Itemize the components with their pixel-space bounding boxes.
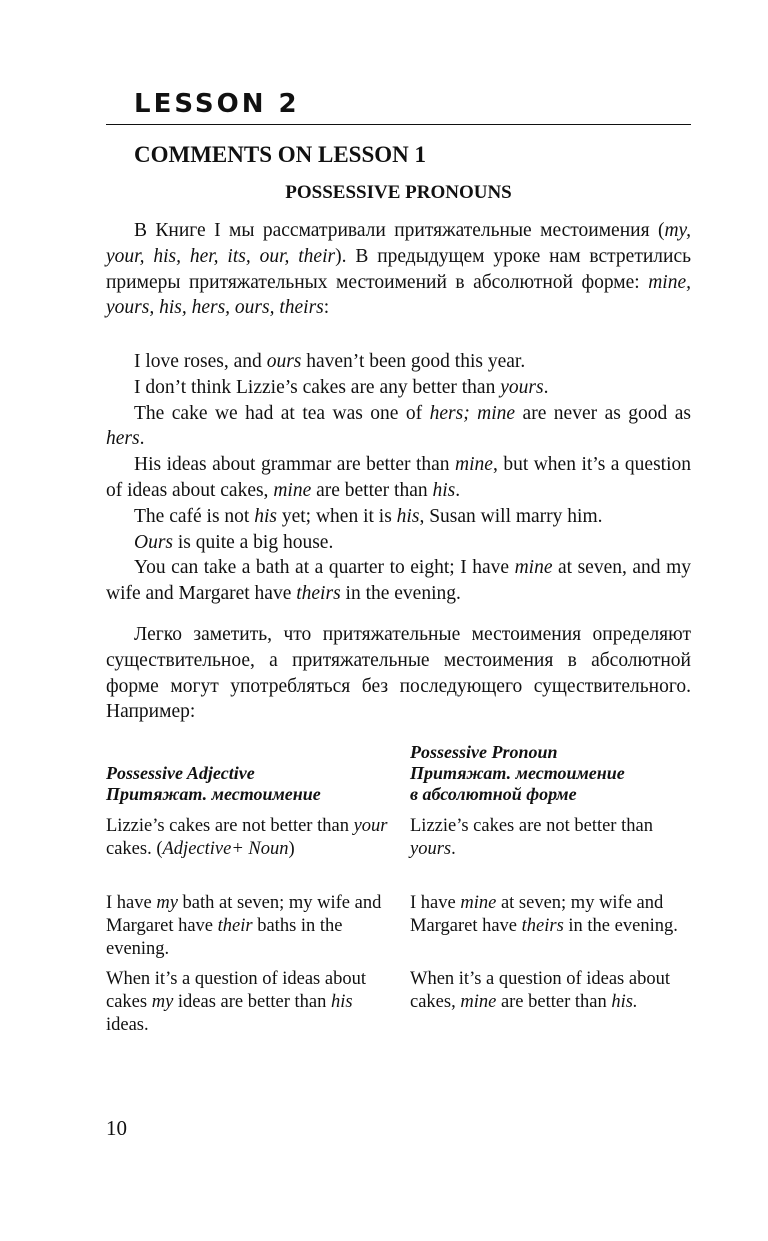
example-sentence: You can take a bath at a quarter to eight; I have mine at seven, and my wife and Margaret have theirs in the evening. xyxy=(106,557,692,605)
table-cell-left: Lizzie’s cakes are not better than your cakes. (Adjective+ Noun) xyxy=(106,816,388,859)
header-rule xyxy=(106,124,691,125)
example-sentence: His ideas about grammar are better than mine, but when it’s a question of ideas about cakes, mine are better than his. xyxy=(106,454,691,501)
example-sentence: The cake we had at tea was one of hers; mine are never as good as hers. xyxy=(106,402,691,450)
table-cell-left: When it’s a question of ideas about cakes my ideas are better than his ideas. xyxy=(106,969,366,1035)
intro-text: В Книге I мы рассматривали притяжательные местоимения ( xyxy=(134,220,665,241)
explanation-paragraph xyxy=(106,622,691,725)
example-sentence: I love roses, and ours haven’t been good this year. xyxy=(134,351,526,372)
intro-text: ). В предыдущем уроке нам встретились примеры притяжательных местоимений в абсолютной форме: xyxy=(106,245,691,293)
table-header-right: Possessive Pronoun Притяжат. местоимение в абсолютной форме xyxy=(410,742,625,804)
example-sentence: I don’t think Lizzie’s cakes are any better than yours. xyxy=(134,376,549,398)
intro-pronouns: my, your, his, her, its, our, their xyxy=(106,220,691,267)
explanation-text: Легко заметить, что притяжательные местоимения определяют существительное, а притяжательные местоимения в абсолютной форме могут употребляться без последующего существительного. Например: xyxy=(106,624,691,723)
example-sentence: Ours is quite a big house. xyxy=(134,531,334,553)
section-heading: POSSESSIVE PRONOUNS xyxy=(285,182,512,203)
examples-list xyxy=(106,349,691,607)
table-cell-right: Lizzie’s cakes are not better than yours. xyxy=(410,816,653,859)
intro-absolute-forms: mine, yours, his, hers, ours, theirs xyxy=(106,271,691,319)
intro-text: : xyxy=(323,297,330,319)
lesson-title: LESSON 2 xyxy=(134,89,300,119)
table-cell-right: I have mine at seven; my wife and Margaret have theirs in the evening. xyxy=(410,893,678,936)
table-cell-right: When it’s a question of ideas about cakes, mine are better than his. xyxy=(410,969,670,1012)
intro-paragraph xyxy=(106,218,691,321)
page-number: 10 xyxy=(106,1116,127,1140)
comments-heading: COMMENTS ON LESSON 1 xyxy=(134,142,427,167)
table-cell-left: I have my bath at seven; my wife and Margaret have their baths in the evening. xyxy=(106,893,382,959)
example-sentence: The café is not his yet; when it is his, Susan will marry him. xyxy=(134,505,603,527)
table-header-left: Possessive Adjective Притяжат. местоимение xyxy=(106,763,321,804)
